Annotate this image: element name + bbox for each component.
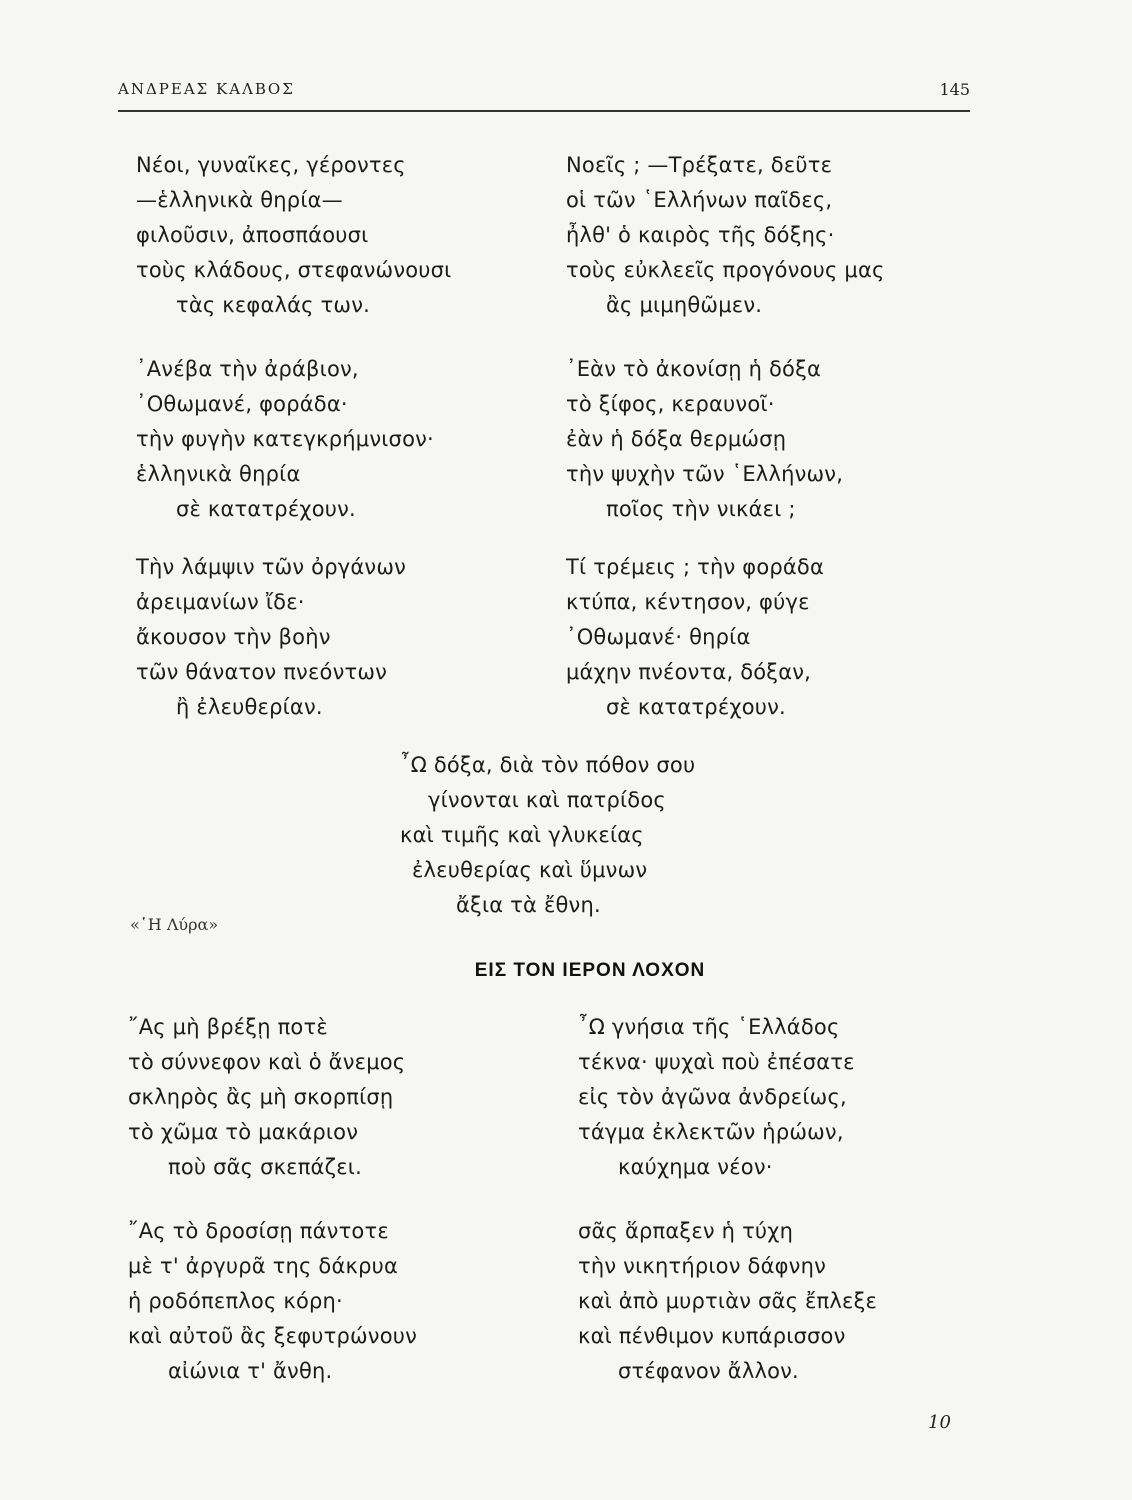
verse-line: ἀρειμανίων ἴδε· xyxy=(136,590,305,614)
verse-line: τὴν ψυχὴν τῶν ῾Ελλήνων, xyxy=(566,462,844,486)
signature-mark: 10 xyxy=(928,1412,951,1433)
verse-line: Νέοι, γυναῖκες, γέροντες xyxy=(136,153,406,177)
verse-line: ἢ ἐλευθερίαν. xyxy=(176,695,323,719)
verse-line: αἰώνια τ' ἄνθη. xyxy=(168,1359,333,1383)
verse-line: Νοεῖς ; —Τρέξατε, δεῦτε xyxy=(566,153,833,177)
verse-line: τὸ χῶμα τὸ μακάριον xyxy=(128,1120,359,1144)
verse-line: τὴν νικητήριον δάφνην xyxy=(578,1254,827,1278)
verse-line: τὸ ξίφος, κεραυνοῖ· xyxy=(566,392,775,416)
verse-line: ἄκουσον τὴν βοὴν xyxy=(136,625,331,649)
verse-line: σκληρὸς ἂς μὴ σκορπίσῃ xyxy=(128,1085,394,1109)
verse-line: οἱ τῶν ῾Ελλήνων παῖδες, xyxy=(566,188,833,212)
verse-line: τὴν φυγὴν κατεγκρήμνισον· xyxy=(136,427,434,451)
verse-line: ποὺ σᾶς σκεπάζει. xyxy=(168,1155,362,1179)
poem2-stanza-1-right xyxy=(578,1010,855,1185)
verse-line: καὶ αὐτοῦ ἂς ξεφυτρώνουν xyxy=(128,1324,418,1348)
final-stanza xyxy=(400,748,695,923)
verse-line: μάχην πνέοντα, δόξαν, xyxy=(566,660,812,684)
verse-line: καὶ ἀπὸ μυρτιὰν σᾶς ἔπλεξε xyxy=(578,1289,878,1313)
verse-line: στέφανον ἄλλον. xyxy=(618,1359,799,1383)
verse-line: ἑλληνικὰ θηρία xyxy=(136,462,301,486)
stanza-2-left xyxy=(136,352,434,527)
verse-line: ἦλθ' ὁ καιρὸς τῆς δόξης· xyxy=(566,223,835,247)
verse-line: ῏Ω γνήσια τῆς ῾Ελλάδος xyxy=(578,1015,840,1039)
verse-line: ῎Ας μὴ βρέξῃ ποτὲ xyxy=(128,1015,328,1039)
verse-line: γίνονται καὶ πατρίδος xyxy=(428,788,666,812)
verse-line: ἐλευθερίας καὶ ὕμνων xyxy=(412,858,648,882)
source-citation: «῾Η Λύρα» xyxy=(130,915,219,934)
verse-line: καὶ τιμῆς καὶ γλυκείας xyxy=(400,823,644,847)
verse-line: εἰς τὸν ἀγῶνα ἀνδρείως, xyxy=(578,1085,847,1109)
running-head: ΑΝΔΡΕΑΣ ΚΑΛΒΟΣ xyxy=(118,80,295,98)
stanza-3-left xyxy=(136,550,406,725)
verse-line: καὶ πένθιμον κυπάρισσον xyxy=(578,1324,846,1348)
page-number: 145 xyxy=(939,80,970,99)
verse-line: ἐὰν ἡ δόξα θερμώσῃ xyxy=(566,427,787,451)
poem2-stanza-2-right xyxy=(578,1214,877,1389)
verse-line: τὰς κεφαλάς των. xyxy=(176,293,371,317)
verse-line: ᾿Εὰν τὸ ἀκονίσῃ ἡ δόξα xyxy=(566,357,822,381)
verse-line: ἄξια τὰ ἔθνη. xyxy=(456,893,601,917)
verse-line: ἂς μιμηθῶμεν. xyxy=(606,293,763,317)
verse-line: κτύπα, κέντησον, φύγε xyxy=(566,590,810,614)
verse-line: τῶν θάνατον πνεόντων xyxy=(136,660,388,684)
verse-line: Τὴν λάμψιν τῶν ὀργάνων xyxy=(136,555,407,579)
poem2-stanza-1-left xyxy=(128,1010,405,1185)
verse-line: καύχημα νέον· xyxy=(618,1155,773,1179)
stanza-1-right xyxy=(566,148,885,323)
verse-line: τοὺς κλάδους, στεφανώνουσι xyxy=(136,258,452,282)
verse-line: ποῖος τὴν νικάει ; xyxy=(606,497,796,521)
poem-title: ΕΙΣ ΤΟΝ ΙΕΡΟΝ ΛΟΧΟΝ xyxy=(474,960,706,981)
header-rule xyxy=(118,110,970,112)
verse-line: ᾿Οθωμανέ, φοράδα· xyxy=(136,392,348,416)
verse-line: ῎Ας τὸ δροσίσῃ πάντοτε xyxy=(128,1219,389,1243)
verse-line: σὲ κατατρέχουν. xyxy=(176,497,356,521)
stanza-1-left xyxy=(136,148,451,323)
verse-line: σὲ κατατρέχουν. xyxy=(606,695,786,719)
verse-line: σᾶς ἅρπαξεν ἡ τύχη xyxy=(578,1219,794,1243)
verse-line: ᾿Οθωμανέ· θηρία xyxy=(566,625,751,649)
verse-line: ᾿Ανέβα τὴν ἀράβιον, xyxy=(136,357,359,381)
verse-line: τοὺς εὐκλεεῖς προγόνους μας xyxy=(566,258,885,282)
verse-line: —ἑλληνικὰ θηρία— xyxy=(136,188,343,212)
poem2-stanza-2-left xyxy=(128,1214,417,1389)
verse-line: φιλοῦσιν, ἀποσπάουσι xyxy=(136,223,369,247)
verse-line: Τί τρέμεις ; τὴν φοράδα xyxy=(566,555,825,579)
verse-line: τέκνα· ψυχαὶ ποὺ ἐπέσατε xyxy=(578,1050,855,1074)
verse-line: τάγμα ἐκλεκτῶν ἡρώων, xyxy=(578,1120,844,1144)
verse-line: ῏Ω δόξα, διὰ τὸν πόθον σου xyxy=(400,753,696,777)
verse-line: ἡ ροδόπεπλος κόρη· xyxy=(128,1289,343,1313)
verse-line: τὸ σύννεφον καὶ ὁ ἄνεμος xyxy=(128,1050,406,1074)
stanza-2-right xyxy=(566,352,843,527)
stanza-3-right xyxy=(566,550,824,725)
verse-line: μὲ τ' ἀργυρᾶ της δάκρυα xyxy=(128,1254,399,1278)
